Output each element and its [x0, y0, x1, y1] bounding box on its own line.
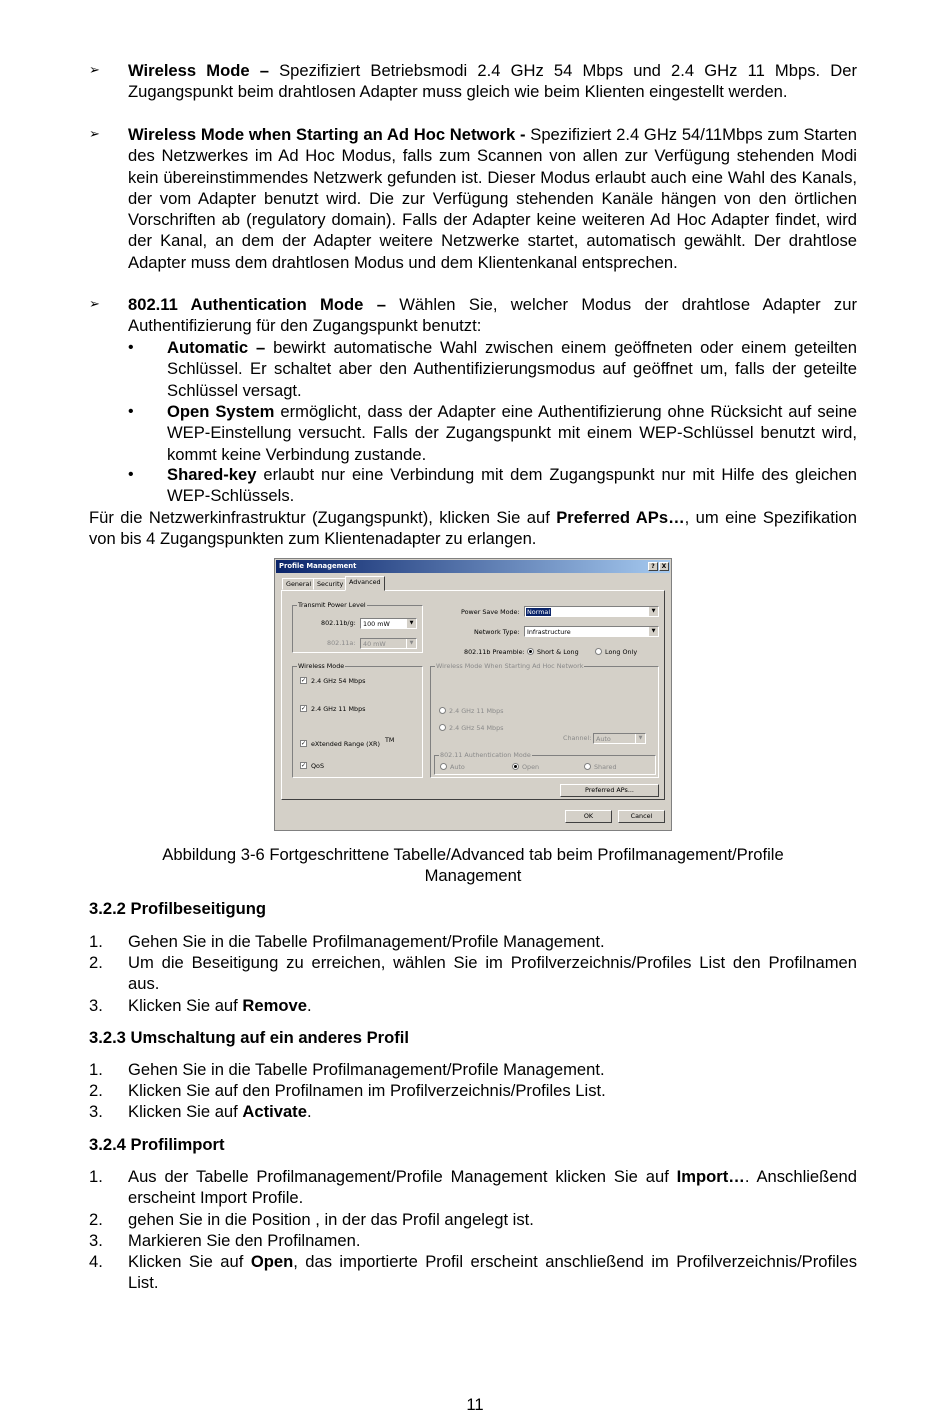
wm-11-label: 2.4 GHz 11 Mbps [311, 705, 366, 713]
arrow-bullet-icon: ➢ [89, 63, 100, 78]
auth-auto-radio[interactable] [440, 763, 447, 770]
wireless-mode-label: Wireless Mode [298, 662, 345, 670]
list-number: 3. [89, 1231, 103, 1250]
list-item: Um die Beseitigung zu erreichen, wählen Sie im Profilverzeichnis/Profiles List den Profilnamen aus. [128, 953, 857, 994]
tx-a-value: 40 mW [363, 640, 386, 648]
dot-bullet-icon: • [128, 466, 134, 483]
adhoc-54-radio[interactable] [439, 724, 446, 731]
dot-bullet-icon: • [128, 403, 134, 420]
auth-mode-group [434, 751, 656, 775]
section-heading-324: 3.2.4 Profilimport [89, 1135, 225, 1154]
subbullet-automatic: Automatic – bewirkt automatische Wahl zwischen einem geöffneten oder einem geteilten Schlüssel. Er schaltet aber den Authentifizierungsmodus auf geöffnet um, falls der geteilte Schlüssel versagt. [167, 338, 858, 400]
preamble-label: 802.11b Preamble: [464, 648, 525, 656]
list-number: 1. [89, 1167, 103, 1186]
caption-line-1: Abbildung 3-6 Fortgeschrittene Tabelle/Advanced tab beim Profilmanagement/Profile [162, 845, 784, 864]
preamble-short-label: Short & Long [537, 648, 579, 656]
tx-b-label: 802.11b/g: [321, 619, 356, 627]
list-item: Klicken Sie auf den Profilnamen im Profilverzeichnis/Profiles List. [128, 1081, 606, 1100]
adhoc-mode-group [430, 662, 659, 778]
bullet-auth-mode: 802.11 Authentication Mode – Wählen Sie, welcher Modus der drahtlose Adapter zur Authentifizierung für den Zugangspunkt benutzt: [128, 295, 857, 336]
subbullet-open-system: Open System ermöglicht, dass der Adapter eine Authentifizierung ohne Rücksicht auf seine WEP-Einstellung versucht. Falls der Zugangspunkt mit einem WEP-Schlüssel benutzt wird, kommt keine Verbindung zustande. [167, 402, 857, 464]
list-item: Klicken Sie auf Activate. [128, 1102, 312, 1121]
list-item: Klicken Sie auf Remove. [128, 996, 312, 1015]
section-heading-323: 3.2.3 Umschaltung auf ein anderes Profil [89, 1028, 409, 1047]
figure-caption [89, 844, 857, 887]
infrastructure-paragraph: Für die Netzwerkinfrastruktur (Zugangspunkt), klicken Sie auf Preferred APs…, um eine Spezifikation von bis 4 Zugangspunkten zum Klientenadapter zu erlangen. [89, 508, 857, 549]
dialog-title-bar [276, 560, 670, 573]
network-type-select[interactable] [524, 626, 659, 637]
arrow-bullet-icon: ➢ [89, 127, 100, 142]
profile-management-dialog [274, 558, 672, 831]
list-item: gehen Sie in die Position , in der das Profil angelegt ist. [128, 1210, 534, 1229]
wm-11-checkbox[interactable]: ✓ [301, 705, 307, 712]
tx-a-label: 802.11a: [327, 639, 356, 647]
list-item: Gehen Sie in die Tabelle Profilmanagement/Profile Management. [128, 1060, 605, 1079]
dot-bullet-icon: • [128, 339, 134, 356]
list-item: Klicken Sie auf Open, das importierte Profil erscheint anschließend im Profilverzeichnis/Profiles List. [128, 1252, 858, 1293]
tab-security[interactable]: Security [313, 578, 347, 590]
adhoc-11-label: 2.4 GHz 11 Mbps [449, 707, 504, 715]
adhoc-11-radio[interactable] [439, 707, 446, 714]
wm-54-checkbox[interactable]: ✓ [301, 677, 307, 684]
page-number: 11 [466, 1395, 484, 1414]
close-button[interactable]: X [659, 562, 669, 571]
chevron-down-icon: ▼ [406, 639, 416, 648]
caption-line-2: Management [424, 866, 522, 886]
power-save-value: Normal [527, 608, 551, 616]
list-number: 2. [89, 1210, 103, 1229]
bullet-adhoc-mode: Wireless Mode when Starting an Ad Hoc Network - Spezifiziert 2.4 GHz 54/11Mbps zum Starten des Netzwerkes im Ad Hoc Modus, falls zum Scannen von allen zur Verfügung stehenden Modi kein übereinstimmendes Netzwerk gefunden ist. Dieser Modus erlaubt auch eine Wahl des Kanals, der vom Adapter benutzt wird. Die zur Verfügung stehenden Kanäle hängen von den örtlichen Vorschriften ab (regulatory domain). Falls der Adapter keine weiteren Ad Hoc Adapter findet, wird der Kanal, an dem der Adapter weitere Netzwerke startet, automatisch gewählt. Der drahtlose Adapter muss dem drahtlosen Modus und dem Klientenkanal entsprechen. [128, 125, 857, 272]
advanced-panel [281, 590, 665, 800]
list-item: Aus der Tabelle Profilmanagement/Profile Management klicken Sie auf Import…. Anschließend erscheint Import Profile. [128, 1167, 857, 1208]
help-button[interactable]: ? [648, 562, 658, 571]
wm-qos-checkbox[interactable]: ✓ [301, 762, 307, 769]
cancel-button[interactable]: Cancel [618, 810, 665, 823]
ok-button[interactable]: OK [565, 810, 612, 823]
preferred-aps-button[interactable]: Preferred APs... [560, 784, 659, 797]
auth-auto-label: Auto [450, 763, 465, 771]
transmit-power-label: Transmit Power Level [298, 601, 366, 609]
wm-qos-label: QoS [311, 762, 324, 770]
list-number: 2. [89, 1081, 103, 1100]
channel-select[interactable] [593, 733, 646, 744]
channel-label: Channel: [563, 734, 592, 742]
arrow-bullet-icon: ➢ [89, 297, 100, 312]
wireless-mode-group [292, 662, 423, 778]
power-save-label: Power Save Mode: [461, 608, 520, 616]
list-number: 3. [89, 1102, 103, 1121]
dialog-title: Profile Management [279, 562, 357, 570]
chevron-down-icon: ▼ [635, 734, 645, 743]
auth-shared-label: Shared [594, 763, 617, 771]
list-number: 4. [89, 1252, 103, 1271]
section-heading-322: 3.2.2 Profilbeseitigung [89, 899, 267, 918]
chevron-down-icon: ▼ [406, 619, 416, 628]
tab-general[interactable]: General [282, 578, 315, 590]
chevron-down-icon: ▼ [648, 607, 658, 616]
bullet-wireless-mode: Wireless Mode – Spezifiziert Betriebsmodi 2.4 GHz 54 Mbps und 2.4 GHz 11 Mbps. Der Zugangspunkt beim drahtlosen Adapter muss gleich wie beim Klienten eingestellt werden. [128, 61, 857, 102]
adhoc-mode-label: Wireless Mode When Starting Ad Hoc Network [436, 662, 584, 670]
wm-xr-checkbox[interactable]: ✓ [301, 740, 307, 747]
power-save-select[interactable] [524, 606, 659, 617]
auth-shared-radio[interactable] [584, 763, 591, 770]
list-number: 2. [89, 953, 103, 972]
preamble-short-radio[interactable] [527, 648, 534, 655]
auth-mode-label: 802.11 Authentication Mode [440, 751, 531, 759]
list-number: 1. [89, 1060, 103, 1079]
preamble-long-radio[interactable] [595, 648, 602, 655]
tx-a-select[interactable] [360, 638, 417, 649]
list-number: 3. [89, 996, 103, 1015]
wm-54-label: 2.4 GHz 54 Mbps [311, 677, 366, 685]
network-type-label: Network Type: [474, 628, 520, 636]
tx-b-value: 100 mW [363, 620, 390, 628]
tab-advanced[interactable]: Advanced [345, 576, 385, 591]
channel-value: Auto [596, 735, 611, 743]
preamble-long-label: Long Only [605, 648, 638, 656]
list-number: 1. [89, 932, 103, 951]
adhoc-54-label: 2.4 GHz 54 Mbps [449, 724, 504, 732]
chevron-down-icon: ▼ [648, 627, 658, 636]
tx-b-select[interactable] [360, 618, 417, 629]
network-type-value: Infrastructure [527, 628, 571, 636]
subbullet-shared-key: Shared-key erlaubt nur eine Verbindung mit dem Zugangspunkt nur mit Hilfe des gleichen WEP-Schlüssels. [167, 465, 857, 506]
transmit-power-group [292, 601, 423, 653]
list-item: Markieren Sie den Profilnamen. [128, 1231, 361, 1250]
wm-xr-label: eXtended Range (XR) [311, 740, 380, 748]
auth-open-label: Open [522, 763, 540, 771]
wm-tm-label: TM [385, 736, 395, 744]
list-item: Gehen Sie in die Tabelle Profilmanagement/Profile Management. [128, 932, 605, 951]
auth-open-radio[interactable] [512, 763, 519, 770]
